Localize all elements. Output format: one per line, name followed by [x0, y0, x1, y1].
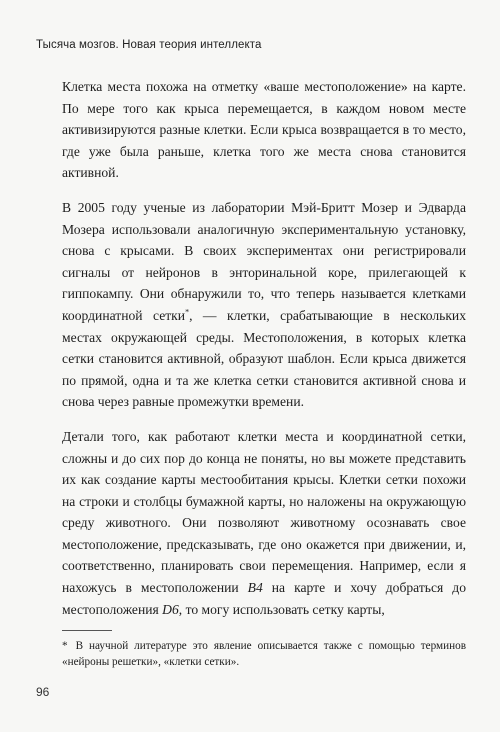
running-title: Тысяча мозгов. Новая теория интеллекта — [36, 39, 262, 51]
paragraph-3-part-2: на карте и хочу добраться до местоположения — [62, 580, 466, 617]
location-d6: D6 — [162, 601, 179, 617]
paragraph-3-part-3: , то могу использовать сетку карты, — [178, 601, 385, 617]
paragraph-2-part-2: , — клетки, срабатывающие в нескольких местах окружающей среды. Местоположения, в которых клетка сетки становится активной, образуют шаблон. Если крыса движется по прямой, одна и та же клетка сетки становится активной снова и снова через равные промежутки времени. — [62, 307, 467, 410]
page-number: 96 — [36, 685, 50, 699]
paragraph-2-part-1: В 2005 году ученые из лаборатории Мэй-Бритт Мозер и Эдварда Мозера использовали аналогичную экспериментальную установку, снова с крысами. В своих экспериментах они регистрировали сигналы от нейронов в энторинальной коре, прилегающей к гиппокампу. Они обнаружили то, что теперь называется клетками координатной сетки — [62, 199, 466, 323]
paragraph-3 — [62, 426, 466, 620]
footnote-mark: * — [62, 640, 68, 652]
paragraph-1: Клетка места похожа на отметку «ваше местоположение» на карте. По мере того как крыса перемещается, в каждом новом месте активизируются разные клетки. Если крыса возвращается в то место, где уже была раньше, клетка того же места снова становится активной. — [62, 79, 466, 181]
footnote — [62, 638, 466, 670]
footnote-text: В научной литературе это явление описывается также с помощью терминов «нейроны решетки», «клетки сетки». — [62, 640, 466, 668]
body-text — [62, 76, 466, 633]
paragraph-2 — [62, 197, 466, 413]
location-b4: B4 — [247, 580, 263, 596]
footnote-divider — [62, 630, 112, 631]
paragraph-3-part-1: Детали того, как работают клетки места и координатной сетки, сложны и до сих пор до конца не поняты, но вы можете представить их как создание карты местообитания крысы. Клетки сетки похожи на строки и столбцы бумажной карты, но наложены на окружающую среду животного. Они позволяют животному осознавать свое местоположение, предсказывать, где оно окажется при движении, и, соответственно, планировать свои перемещения. Например, если я нахожусь в местоположении — [62, 428, 466, 596]
footnote-reference[interactable]: * — [185, 307, 190, 317]
